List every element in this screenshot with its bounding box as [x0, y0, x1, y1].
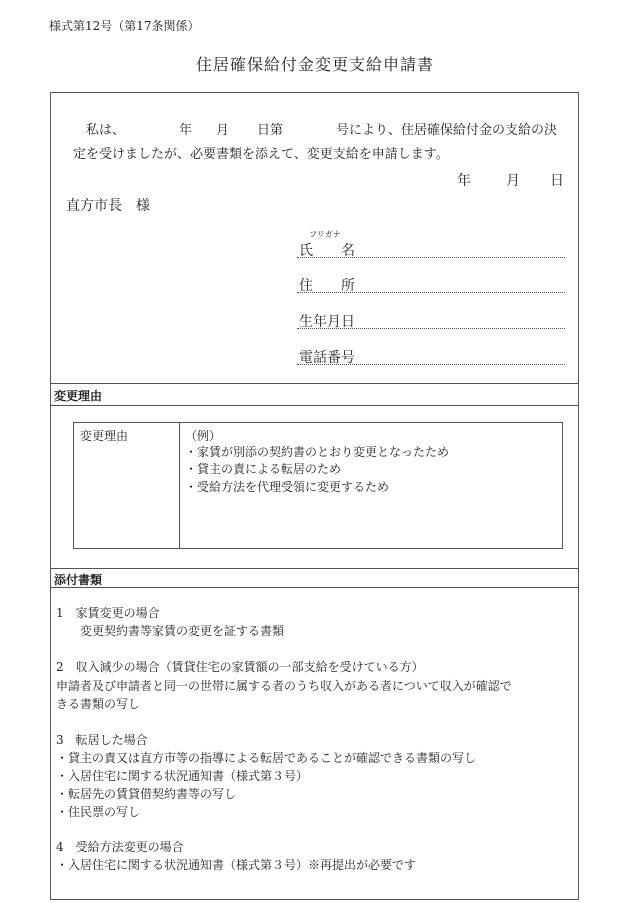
- divider: [179, 423, 180, 548]
- change-reason-box-label: 変更理由: [80, 429, 129, 443]
- declaration-month-label: 月: [216, 123, 230, 138]
- attachment-item-title: 3 転居した場合: [56, 733, 148, 747]
- attachment-item-title: 1 家賃変更の場合: [56, 606, 160, 620]
- phone-field[interactable]: [297, 364, 565, 365]
- date-month-label: 月: [506, 173, 520, 189]
- attachment-item-title: 2 収入減少の場合（賃貸住宅の家賃額の一部支給を受けている方）: [56, 660, 424, 674]
- example-item: ・受給方法を代理受領に変更するため: [185, 480, 390, 494]
- divider: [51, 568, 578, 569]
- addressee: 直方市長 様: [66, 198, 150, 214]
- declaration-suffix: 号により、住居確保給付金の支給の決: [336, 123, 558, 138]
- divider: [51, 587, 578, 588]
- declaration-prefix: 私は、: [86, 123, 126, 138]
- date-year-label: 年: [457, 173, 471, 189]
- furigana-label: フリガナ: [309, 230, 341, 239]
- change-reason-section-title: 変更理由: [54, 389, 103, 403]
- divider: [51, 383, 578, 384]
- attachment-item-detail: 変更契約書等家賃の変更を証する書類: [56, 624, 285, 638]
- attachment-item-detail: 申請者及び申請者と同一の世帯に属する者のうち収入がある者について収入が確認で: [56, 679, 512, 693]
- attachment-item-detail: ・転居先の賃貸借契約書等の写し: [56, 787, 237, 801]
- address-field[interactable]: [297, 292, 565, 293]
- attachment-item-detail: ・入居住宅に関する状況通知書（様式第３号）※再提出が必要です: [56, 858, 417, 872]
- attachments-section-title: 添付書類: [54, 573, 103, 587]
- example-heading: （例）: [185, 429, 222, 443]
- declaration-year-label: 年: [179, 123, 193, 138]
- declaration-line2: 定を受けましたが、必要書類を添えて、変更支給を申請します。: [73, 147, 449, 162]
- attachment-item-detail: きる書類の写し: [56, 697, 141, 711]
- change-reason-box[interactable]: [73, 422, 563, 549]
- address-label: 住 所: [299, 278, 355, 294]
- attachment-item-title: 4 受給方法変更の場合: [56, 840, 184, 854]
- name-label: 氏 名: [299, 243, 355, 259]
- form-number: 様式第12号（第17条関係）: [49, 19, 200, 33]
- name-field[interactable]: [297, 257, 565, 258]
- phone-label: 電話番号: [299, 350, 355, 366]
- attachment-item-detail: ・入居住宅に関する状況通知書（様式第３号）: [56, 769, 309, 783]
- divider: [51, 405, 578, 406]
- declaration-day-number-label: 日第: [257, 123, 284, 138]
- example-item: ・貸主の責による転居のため: [185, 462, 342, 476]
- page-title: 住居確保給付金変更支給申請書: [195, 55, 434, 74]
- birthdate-label: 生年月日: [299, 314, 355, 330]
- example-item: ・家賃が別添の契約書のとおり変更となったため: [185, 445, 450, 459]
- attachment-item-detail: ・貸主の責又は直方市等の指導による転居であることが確認できる書類の写し: [56, 751, 477, 765]
- attachment-item-detail: ・住民票の写し: [56, 805, 141, 819]
- date-day-label: 日: [550, 173, 564, 189]
- application-form: [50, 92, 579, 900]
- birthdate-field[interactable]: [297, 328, 565, 329]
